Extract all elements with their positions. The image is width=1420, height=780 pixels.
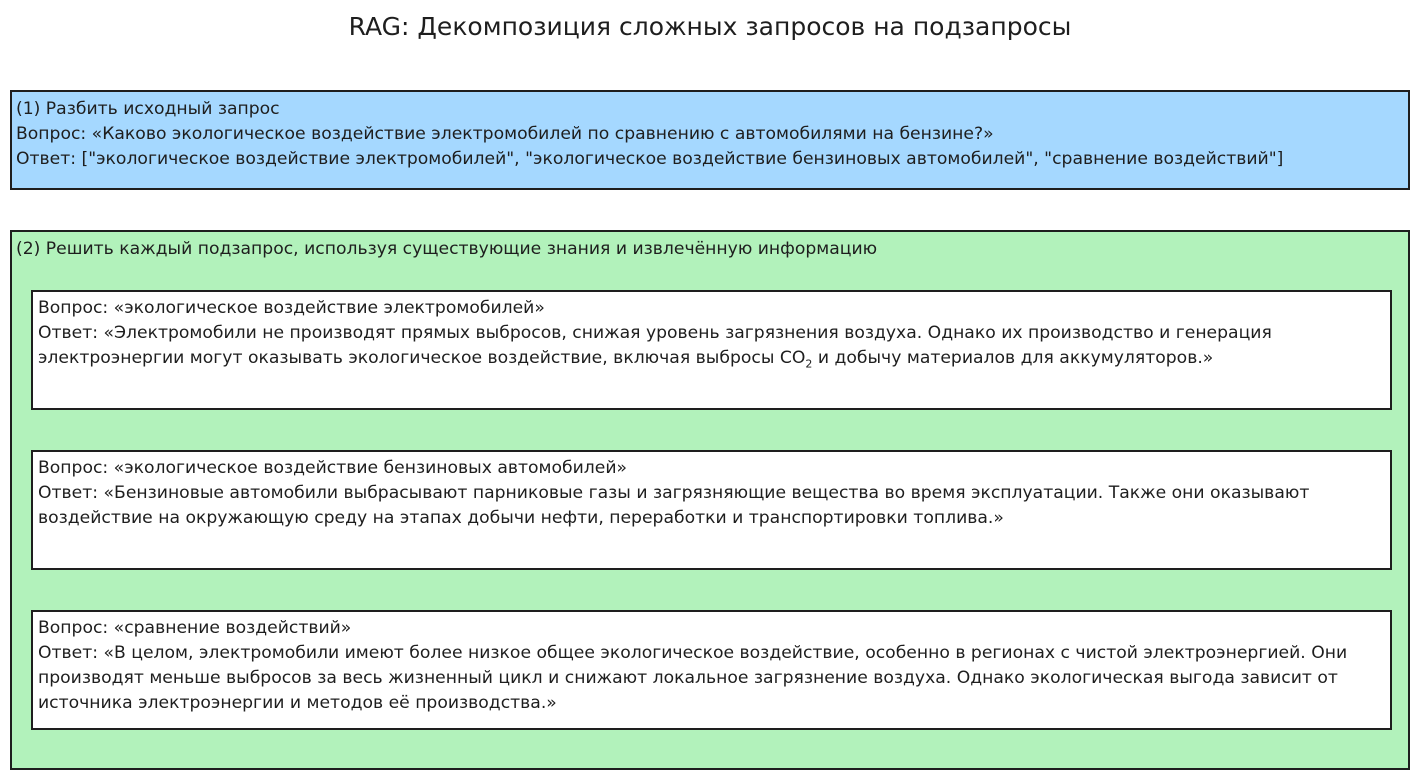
step2-box — [10, 230, 1410, 770]
subquery-1-question: Вопрос: «экологическое воздействие электромобилей» — [38, 298, 545, 318]
subquery-3-answer: Ответ: «В целом, электромобили имеют более низкое общее экологическое воздействие, особенно в регионах с чистой электроэнергией. Они производят меньше выбросов за весь жизненный цикл и снижают локальное загрязнение воздуха. Однако экологическая выгода зависит от источника электроэнергии и методов её производства.» — [38, 643, 1348, 713]
step2-heading: (2) Решить каждый подзапрос, используя существующие знания и извлечённую информацию — [16, 239, 878, 259]
step1-answer: Ответ: ["экологическое воздействие электромобилей", "экологическое воздействие бензиновых автомобилей", "сравнение воздействий"] — [16, 149, 1284, 169]
subquery-card-2 — [31, 450, 1392, 570]
subquery-card-1 — [31, 290, 1392, 410]
step1-question: Вопрос: «Каково экологическое воздействие электромобилей по сравнению с автомобилями на бензине?» — [16, 124, 994, 144]
subquery-3-question: Вопрос: «сравнение воздействий» — [38, 618, 352, 638]
step1-heading: (1) Разбить исходный запрос — [16, 99, 280, 119]
subquery-2-question: Вопрос: «экологическое воздействие бензиновых автомобилей» — [38, 458, 628, 478]
step1-box — [10, 90, 1410, 190]
diagram-title: RAG: Декомпозиция сложных запросов на подзапросы — [348, 12, 1072, 41]
subquery-card-3 — [31, 610, 1392, 730]
step1-text — [16, 97, 1402, 172]
subquery-1-answer-tail: и добычу материалов для аккумуляторов.» — [812, 348, 1214, 368]
co2-subscript: 2 — [805, 357, 813, 371]
subquery-2-answer: Ответ: «Бензиновые автомобили выбрасывают парниковые газы и загрязняющие вещества во время эксплуатации. Также они оказывают воздействие на окружающую среду на этапах добычи нефти, переработки и транспортировки топлива.» — [38, 483, 1310, 528]
subquery-1-answer — [38, 321, 1385, 376]
subquery-1-answer-text: Ответ: «Электромобили не производят прямых выбросов, снижая уровень загрязнения воздуха. Однако их производство и генерация электроэнергии могут оказывать экологическое воздействие, включая выбросы CO — [38, 323, 1272, 368]
